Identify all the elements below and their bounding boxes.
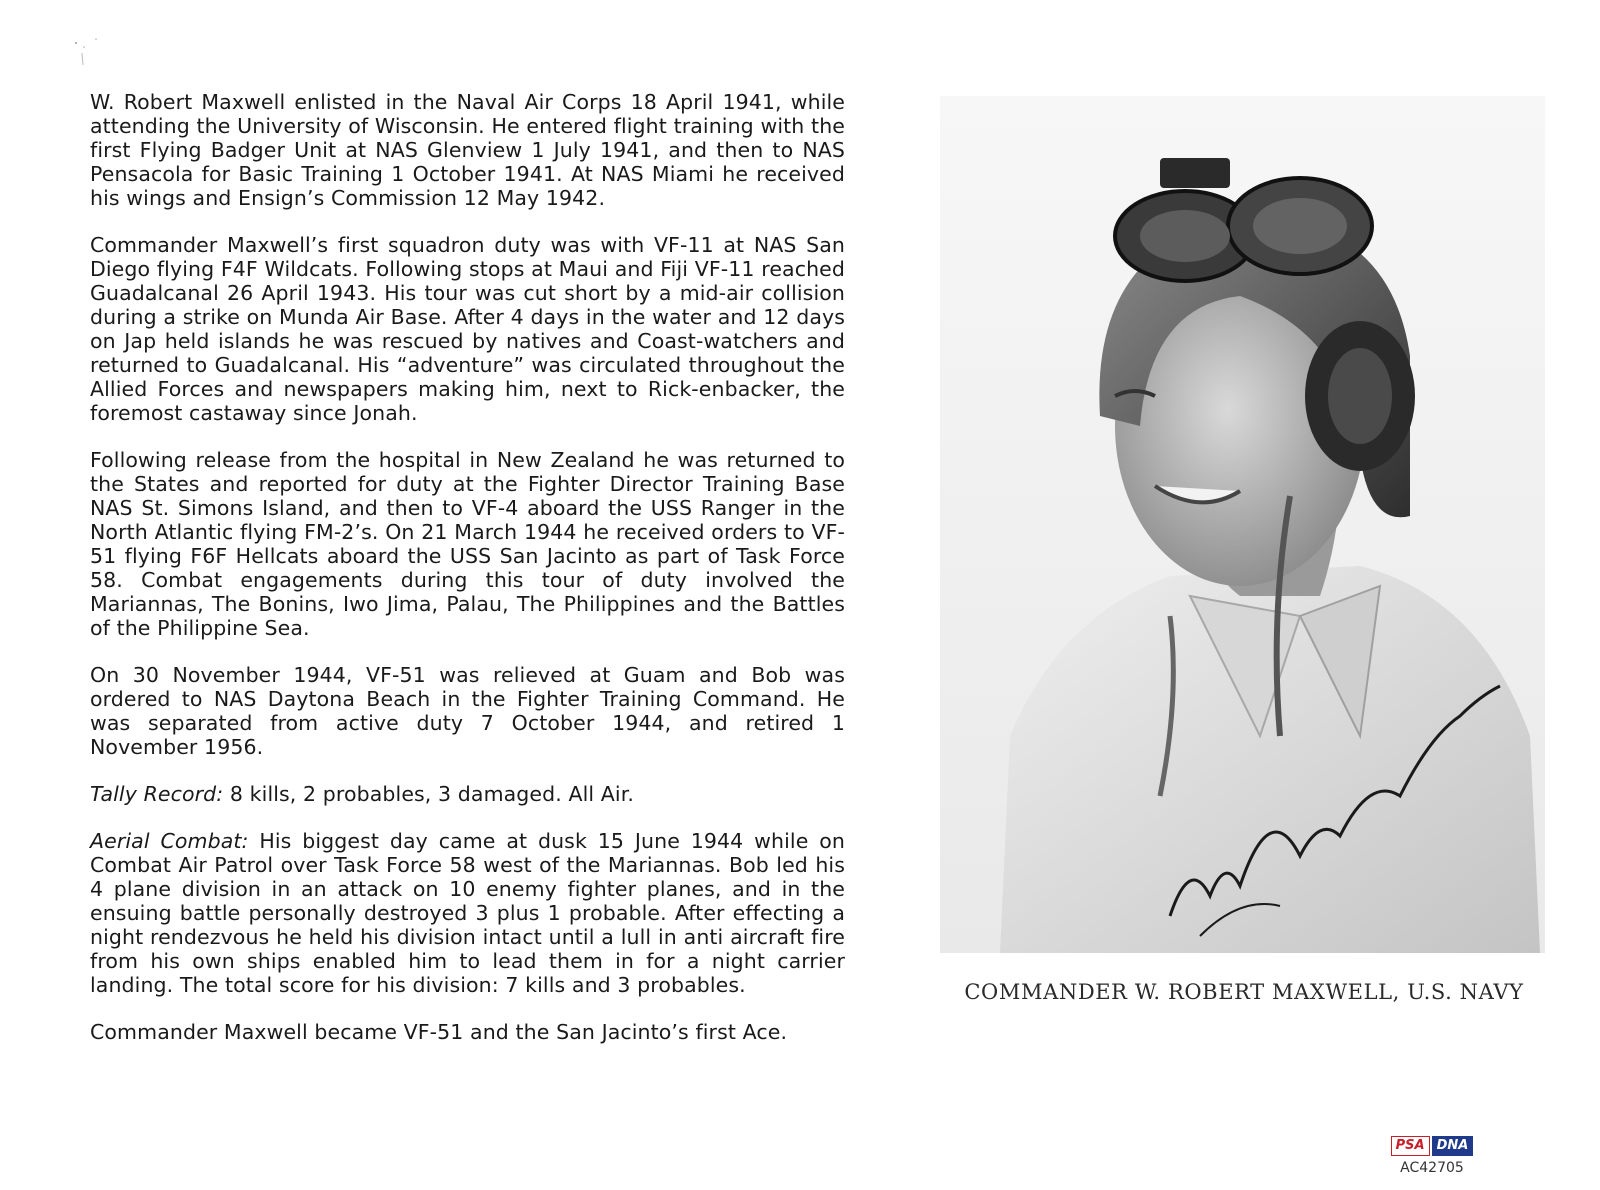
psa-logo-mark: PSA <box>1391 1136 1430 1156</box>
pilot-portrait-illustration <box>940 96 1545 953</box>
bio-closing-line: Commander Maxwell became VF-51 and the San Jacinto’s first Ace. <box>90 1020 788 1044</box>
bio-paragraph-first-squadron: Commander Maxwell’s first squadron duty was with VF-11 at NAS San Diego flying F4F Wildcats. Following stops at Maui and Fiji VF-11 reached Guadalcanal 26 April 1943. His tour was cut short by a mid-air collision during a strike on Munda Air Base. After 4 days in the water and 12 days on Jap held islands he was rescued by natives and Coast-watchers and returned to Guadalcanal. His “adventure” was circulated throughout the Allied Forces and newspapers making him, next to Rick-enbacker, the foremost castaway since Jonah. <box>90 233 845 425</box>
bio-paragraph-retirement: On 30 November 1944, VF-51 was relieved at Guam and Bob was ordered to NAS Daytona Beach in the Fighter Training Command. He was separated from active duty 7 October 1944, and retired 1 November 1956. <box>90 663 845 759</box>
tally-record-value: 8 kills, 2 probables, 3 damaged. All Air. <box>223 782 634 806</box>
aerial-combat-label: Aerial Combat: <box>90 829 249 853</box>
paper-specks <box>70 35 110 75</box>
psa-dna-logo <box>1382 1136 1482 1156</box>
aerial-combat-text: His biggest day came at dusk 15 June 1944 while on Combat Air Patrol over Task Force 58 west of the Mariannas. Bob led his 4 plane division in an attack on 10 enemy fighter planes, and in the ensuing battle personally destroyed 3 plus 1 probable. After effecting a night rendezvous he held his division intact until a lull in anti aircraft fire from his own ships enabled him to lead them in for a night carrier landing. The total score for his division: 7 kills and 3 probables. <box>90 829 845 997</box>
aerial-combat <box>90 829 845 997</box>
biography-text <box>90 90 845 1067</box>
photo-caption: COMMANDER W. ROBERT MAXWELL, U.S. NAVY <box>964 980 1524 1004</box>
dna-logo-mark: DNA <box>1432 1136 1474 1156</box>
tally-record <box>90 782 845 806</box>
bio-paragraph-enlistment: W. Robert Maxwell enlisted in the Naval Air Corps 18 April 1941, while attending the University of Wisconsin. He entered flight training with the first Flying Badger Unit at NAS Glenview 1 July 1941, and then to NAS Pensacola for Basic Training 1 October 1941. At NAS Miami he received his wings and Ensign’s Commission 12 May 1942. <box>90 90 845 210</box>
pilot-portrait-photo <box>940 96 1545 953</box>
bio-paragraph-hellcats: Following release from the hospital in New Zealand he was returned to the States and reported for duty at the Fighter Director Training Base NAS St. Simons Island, and then to VF-4 aboard the USS Ranger in the North Atlantic flying FM-2’s. On 21 March 1944 he received orders to VF-51 flying F6F Hellcats aboard the USS San Jacinto as part of Task Force 58. Combat engagements during this tour of duty involved the Mariannas, The Bonins, Iwo Jima, Palau, The Philippines and the Battles of the Philippine Sea. <box>90 448 845 640</box>
tally-record-label: Tally Record: <box>90 782 224 806</box>
authentication-code: AC42705 <box>1400 1160 1464 1176</box>
authentication-sticker <box>1382 1136 1482 1176</box>
